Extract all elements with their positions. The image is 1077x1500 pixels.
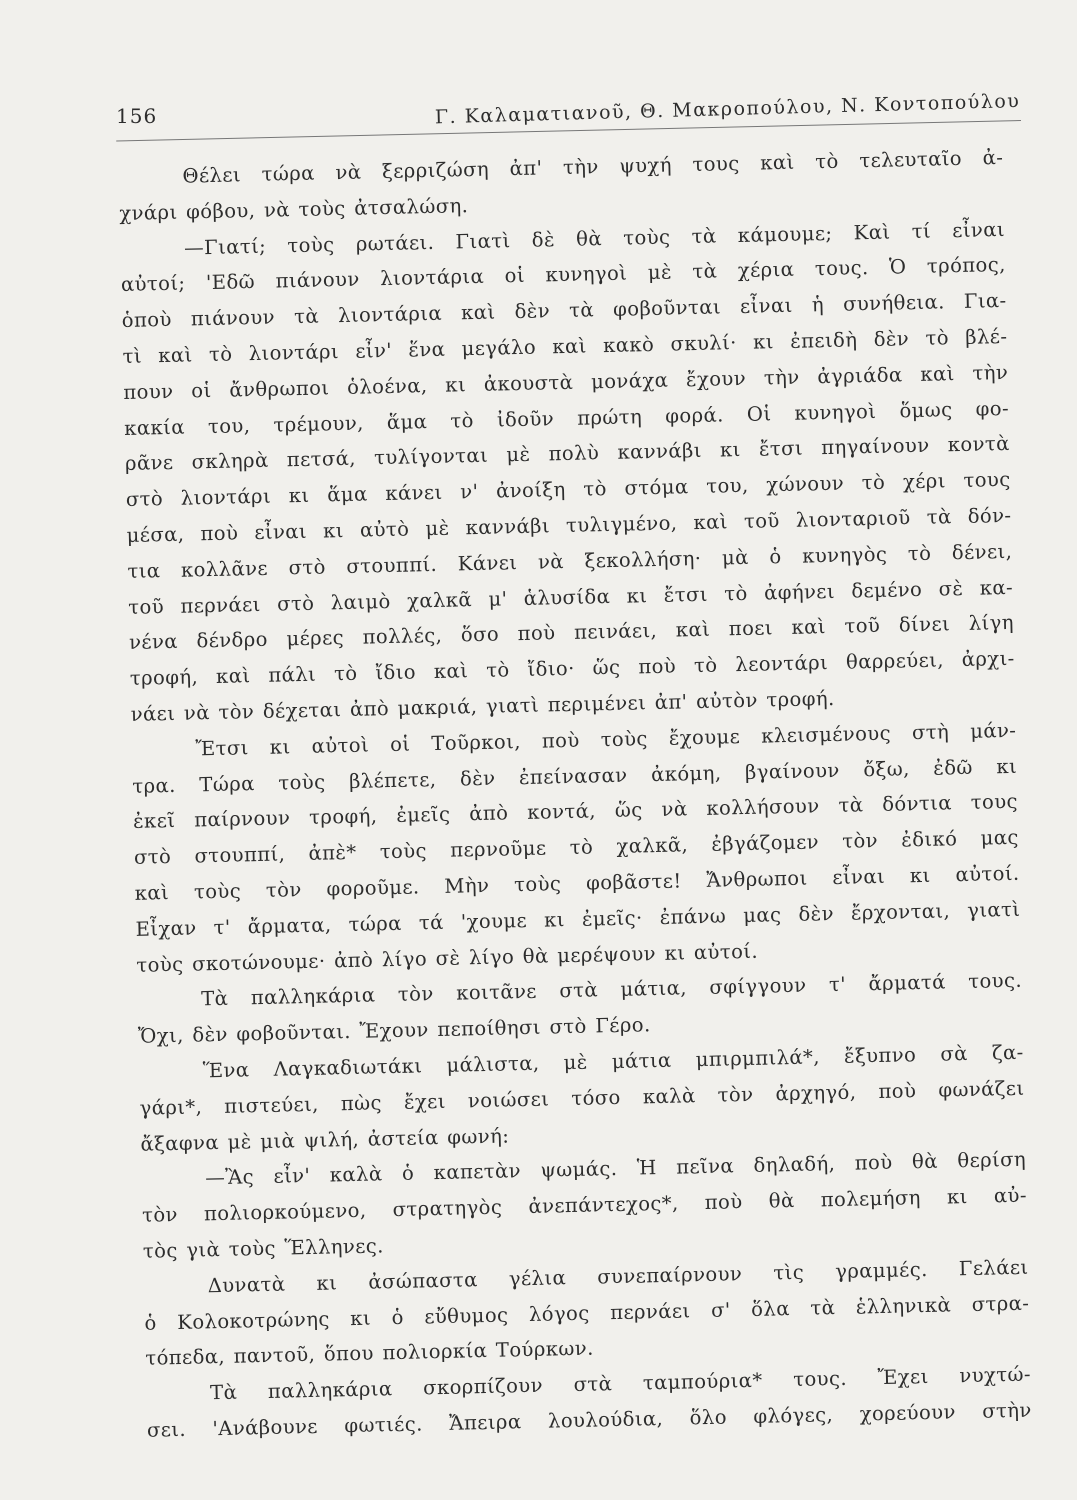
text-line: πουν οἱ ἄνθρωποι ὁλοένα, κι ἀκουστὰ μονάχα ἔχουν τὴν ἀγριάδα καὶ τὴν — [123, 360, 1009, 404]
text-line: Ἕνα Λαγκαδιωτάκι μάλιστα, μὲ μάτια μπιρμπιλά*, ἔξυπνο σὰ ζα- — [202, 1040, 1024, 1083]
text-line: Ἔτσι κι αὐτοὶ οἱ Τοῦρκοι, ποὺ τοὺς ἔχουμε κλεισμένους στὴ μάν- — [195, 718, 1017, 761]
text-line: στὸ λιοντάρι κι ἅμα κάνει ν' ἀνοίξη τὸ στόμα του, χώνουν τὸ χέρι τους — [125, 468, 1011, 512]
text-line: νένα δένδρο μέρες πολλές, ὅσο ποὺ πεινάει, καὶ ποει καὶ τοῦ δίνει λίγη — [128, 611, 1015, 655]
text-line: νάει νὰ τὸν δέχεται ἀπὸ μακριά, γιατὶ περιμένει ἀπ' αὐτὸν τροφή. — [130, 686, 835, 726]
text-line: Εἶχαν τ' ἄρματα, τώρα τά 'χουμε κι ἐμεῖς· ἐπάνω μας δὲν ἔρχονται, γιατὶ — [135, 897, 1021, 941]
text-line: τοὺς σκοτώνουμε· ἀπὸ λίγο σὲ λίγο θὰ μερέψουν κι αὐτοί. — [136, 939, 759, 977]
text-line: ρᾶνε σκληρὰ πετσά, τυλίγονται μὲ πολὺ καννάβι κι ἔτσι πηγαίνουν κοντὰ — [124, 432, 1011, 476]
text-line: ὁ Κολοκοτρώνης κι ὁ εὔθυμος λόγος περνάει σ' ὅλα τὰ ἑλληνικὰ στρα- — [144, 1291, 1030, 1335]
text-line: κακία του, τρέμουν, ἅμα τὸ ἰδοῦν πρώτη φορά. Οἱ κυνηγοὶ ὅμως φο- — [123, 396, 1010, 440]
text-line: αὐτοί; 'Εδῶ πιάνουν λιοντάρια οἱ κυνηγοὶ μὲ τὰ χέρια τους. Ὁ τρόπος, — [120, 253, 1006, 297]
text-line: σει. 'Ανάβουνε φωτιές. Ἄπειρα λουλούδια, ὅλο φλόγες, χορεύουν στὴν — [146, 1398, 1032, 1442]
text-line: ἄξαφνα μὲ μιὰ ψιλή, ἀστεία φωνή: — [140, 1123, 510, 1156]
text-line: —Ἂς εἶν' καλὰ ὁ καπετὰν ψωμάς. Ἡ πεῖνα δηλαδή, ποὺ θὰ θερίση — [204, 1148, 1027, 1190]
text-line: Δυνατὰ κι ἀσώπαστα γέλια συνεπαίρνουν τὶς γραμμές. Γελάει — [207, 1255, 1029, 1297]
text-line: γάρι*, πιστεύει, πὼς ἔχει νοιώσει τόσο καλὰ τὸν ἀρχηγό, ποὺ φωνάζει — [139, 1076, 1025, 1120]
text-line: τόπεδα, παντοῦ, ὅπου πολιορκία Τούρκων. — [145, 1336, 594, 1371]
text-line: —Γιατί; τοὺς ρωτάει. Γιατὶ δὲ θὰ τοὺς τὰ κάμουμε; Καὶ τί εἶναι — [183, 217, 1006, 260]
body-text — [118, 140, 1032, 1448]
text-line: χνάρι φόβου, νὰ τοὺς ἀτσαλώση. — [119, 193, 469, 225]
text-line: Ὄχι, δὲν φοβοῦνται. Ἔχουν πεποίθησι στὸ Γέρο. — [137, 1013, 651, 1048]
text-line: ἐκεῖ παίρνουν τροφή, ἐμεῖς ἀπὸ κοντά, ὥς νὰ κολλήσουν τὰ δόντια τους — [132, 790, 1019, 834]
text-line: τὶ καὶ τὸ λιοντάρι εἶν' ἕνα μεγάλο καὶ κακὸ σκυλί· κι ἐπειδὴ δὲν τὸ βλέ- — [122, 324, 1008, 368]
text-line: Τὰ παλληκάρια σκορπίζουν στὰ ταμπούρια* τους. Ἔχει νυχτώ- — [209, 1362, 1032, 1405]
page-number: 156 — [116, 104, 158, 128]
text-line: τὸς γιὰ τοὺς Ἕλληνες. — [142, 1234, 385, 1263]
text-line: στὸ στουππί, ἀπὲ* τοὺς περνοῦμε τὸ χαλκᾶ, ἐβγάζομεν τὸν ἐδικό μας — [133, 825, 1019, 869]
page-header — [116, 76, 1022, 129]
text-line: ὁποὺ πιάνουν τὰ λιοντάρια καὶ δὲν τὰ φοβοῦνται εἶναι ἡ συνήθεια. Για- — [121, 289, 1007, 333]
text-line: μέσα, ποὺ εἶναι κι αὐτὸ μὲ καννάβι τυλιγμένο, καὶ τοῦ λιονταριοῦ τὰ δόν- — [126, 503, 1012, 547]
text-line: Τὰ παλληκάρια τὸν κοιτᾶνε στὰ μάτια, σφίγγουν τ' ἄρματά τους. — [200, 969, 1023, 1011]
text-line: καὶ τοὺς τὸν φοροῦμε. Μὴν τοὺς φοβᾶστε! Ἄνθρωποι εἶναι κι αὐτοί. — [134, 861, 1020, 905]
running-head: Γ. Καλαματιανοῦ, Θ. Μακροπούλου, Ν. Κοντοπούλου — [435, 90, 1022, 129]
text-line: τὸν πολιορκούμενο, στρατηγὸς ἀνεπάντεχος*, ποὺ θὰ πολεμήση κι αὐ- — [141, 1183, 1028, 1227]
text-line: τρα. Τώρα τοὺς βλέπετε, δὲν ἐπείνασαν ἀκόμη, βγαίνουν ὄξω, ἐδῶ κι — [132, 754, 1018, 798]
text-line: τια κολλᾶνε στὸ στουππί. Κάνει νὰ ξεκολλήση· μὰ ὁ κυνηγὸς τὸ δένει, — [127, 539, 1013, 583]
text-line: τοῦ περνάει στὸ λαιμὸ χαλκᾶ μ' ἁλυσίδα κι ἔτσι τὸ ἀφήνει δεμένο σὲ κα- — [127, 575, 1014, 619]
text-line: Θέλει τώρα νὰ ξερριζώση ἀπ' τὴν ψυχή τους καὶ τὸ τελευταῖο ἀ- — [182, 145, 1004, 188]
text-line: τροφή, καὶ πάλι τὸ ἴδιο καὶ τὸ ἴδιο· ὥς ποὺ τὸ λεοντάρι θαρρεύει, ἀρχι- — [129, 646, 1015, 691]
